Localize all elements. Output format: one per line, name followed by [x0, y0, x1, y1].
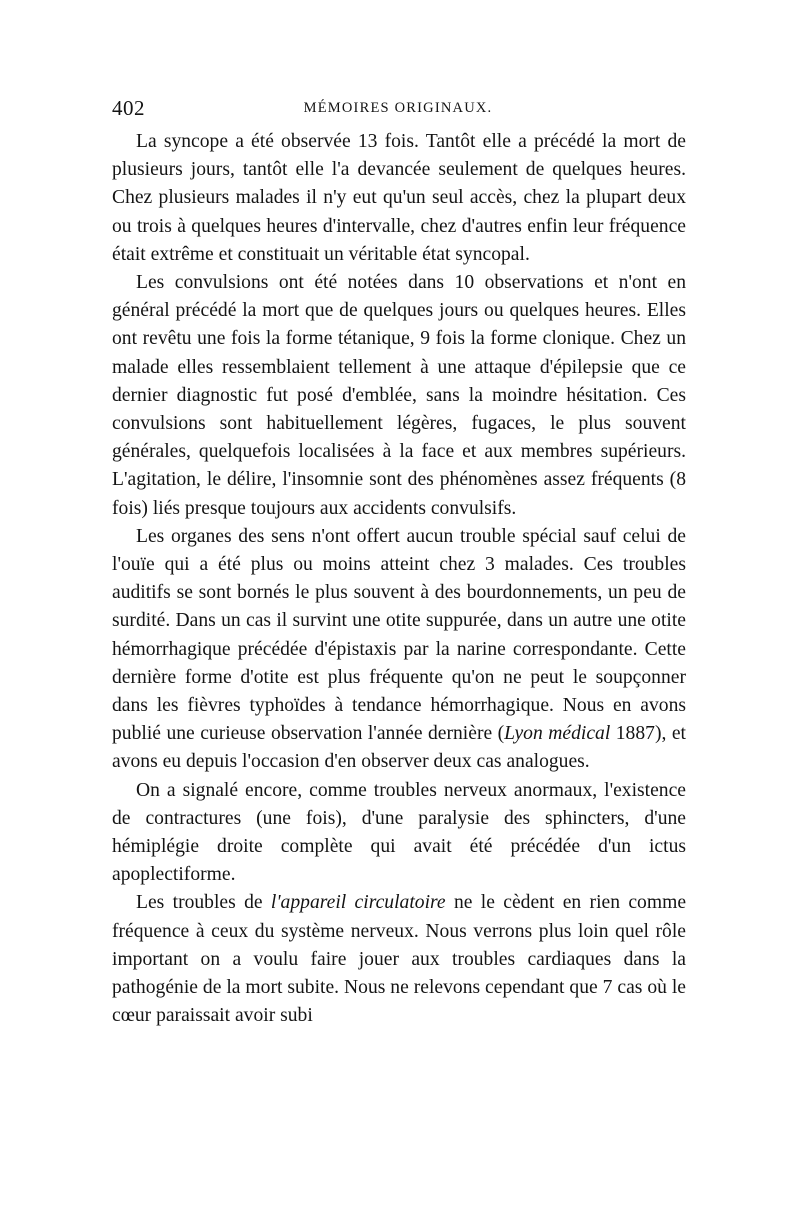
page-header — [112, 96, 684, 126]
page-number: 402 — [112, 96, 145, 120]
paragraph-appareil-circulatoire — [112, 889, 686, 1030]
paragraph-syncope: La syncope a été observée 13 fois. Tantôt elle a précédé la mort de plusieurs jours, tantôt elle l'a devancée seulement de quelques heures. Chez plusieurs malades il n'y eut qu'un seul accès, chez la plupart deux ou trois à quelques heures d'intervalle, chez d'autres enfin leur fréquence était extrême et constituait un véritable état syncopal. — [112, 131, 686, 265]
journal-title-italic: Lyon médical — [504, 723, 611, 745]
paragraph-text-segment: ne le cèdent en rien comme fréquence à ceux du système nerveux. Nous verrons plus loin quel rôle important on a voulu faire jouer aux troubles cardiaques dans la pathogénie de la mort subite. Nous ne relevons cependant que 7 cas où le cœur paraissait avoir subi — [112, 892, 687, 1027]
paragraph-text-segment: Les troubles de — [136, 892, 271, 914]
paragraph-troubles-nerveux: On a signalé encore, comme troubles nerveux anormaux, l'existence de contractures (une fois), d'une paralysie des sphincters, d'une hémiplégie droite complète qui avait été précédée d'un ictus apoplectiforme. — [112, 779, 686, 886]
italic-term: l'appareil circulatoire — [270, 892, 446, 914]
running-title: MÉMOIRES ORIGINAUX. — [303, 100, 493, 116]
paragraph-organes-des-sens — [112, 523, 686, 777]
paragraph-convulsions: Les convulsions ont été notées dans 10 observations et n'ont en général précédé la mort que de quelques jours ou quelques heures. Elles ont revêtu une fois la forme tétanique, 9 fois la forme clonique. Chez un malade elles ressemblaient tellement à une attaque d'épilepsie que ce dernier diagnostic fut posé d'emblée, sans la moindre hésitation. Ces convulsions sont habituellement légères, fugaces, le plus souvent générales, quelquefois localisées à la face et aux membres supérieurs. L'agitation, le délire, l'insomnie sont des phénomènes assez fréquents (8 fois) liés presque toujours aux accidents convulsifs. — [112, 272, 686, 519]
paragraph-text-segment: 1887), et avons eu depuis l'occasion d'en observer deux cas analogues. — [112, 723, 686, 773]
paragraph-text-segment: Les organes des sens n'ont offert aucun trouble spécial sauf celui de l'ouïe qui a été plus ou moins atteint chez 3 malades. Ces troubles auditifs se sont bornés le plus souvent à des bourdonnements, un peu de surdité. Dans un cas il survint une otite suppurée, dans un autre une otite hémorrhagique précédée d'épistaxis par la narine correspondante. Cette dernière forme d'otite est plus fréquente qu'on ne peut le soupçonner dans les fièvres typhoïdes à tendance hémorrhagique. Nous en avons publié une curieuse observation l'année dernière ( — [112, 525, 686, 745]
body-text — [112, 128, 686, 1031]
